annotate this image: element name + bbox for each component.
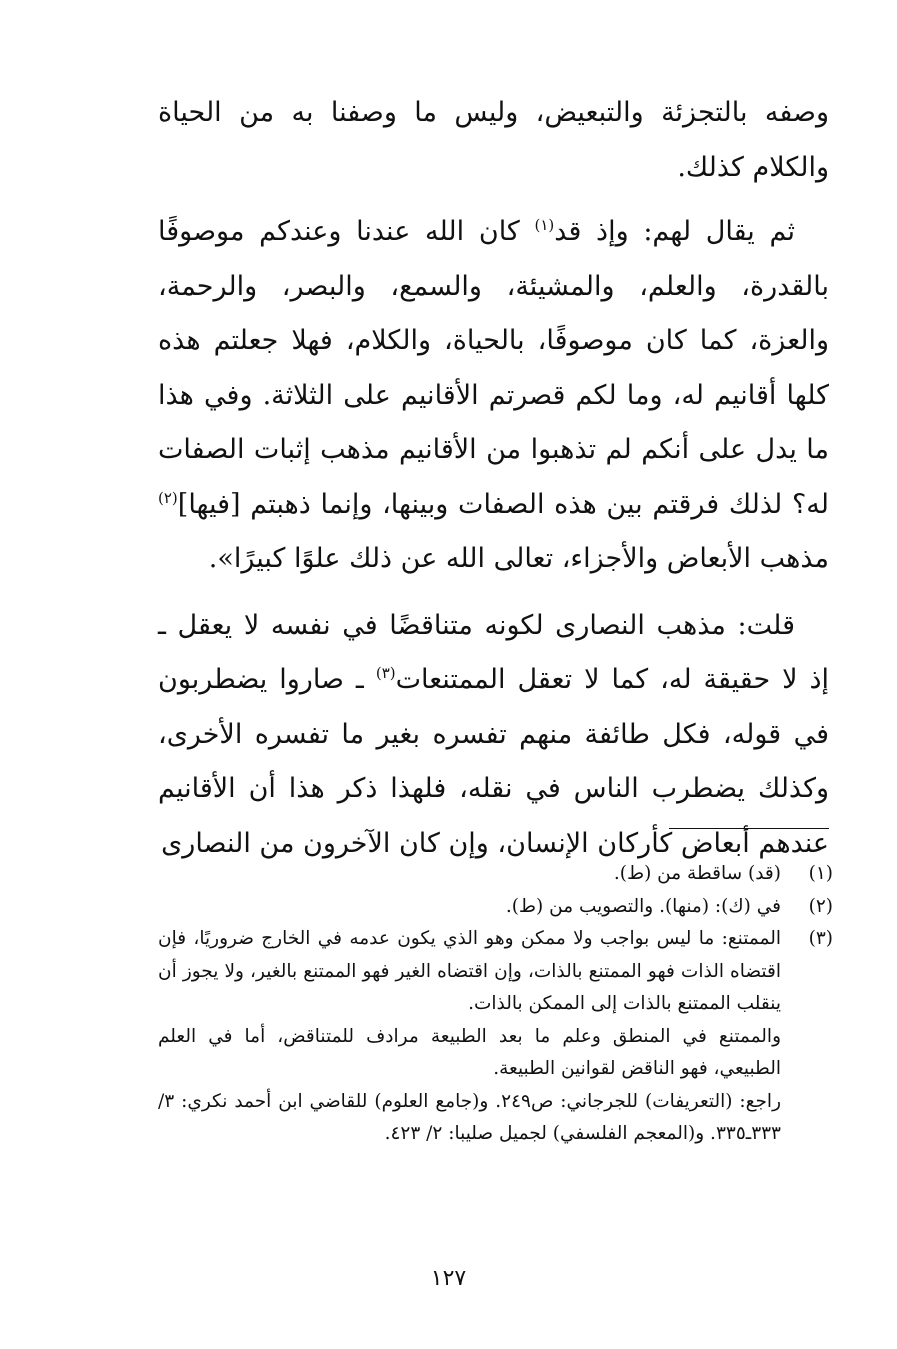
- footnote-line: (قد) ساقطة من (ط).: [613, 863, 781, 884]
- paragraph-2: [158, 205, 829, 587]
- footnote-ref-2[interactable]: (٢): [158, 488, 178, 507]
- footnote-ref-3[interactable]: (٣): [375, 664, 396, 682]
- footnotes-section: [158, 858, 833, 1151]
- footnote-text: [158, 891, 781, 924]
- footnote-number: (٢): [808, 895, 833, 917]
- page-number: ١٢٧: [430, 1266, 467, 1291]
- paragraph-1-text: وصفه بالتجزئة والتبعيض، وليس ما وصفنا به من الحياة والكلام كذلك.: [158, 97, 829, 183]
- paragraph-3-part-1: قلت: مذهب النصارى لكونه متناقضًا في نفسه لا يعقل ـ إذ لا حقيقة له، كما لا تعقل الممتنعات: [158, 609, 830, 695]
- paragraph-3-part-2: ـ صاروا يضطربون في قوله، فكل طائفة منهم تفسره بغير ما تفسره الأخرى، وكذلك يضطرب الناس في نقله، فلهذا ذكر هذا أن الأقانيم عندهم أبعاض كأركان الإنسان، وإن كان الآخرون من النصارى: [158, 664, 829, 859]
- paragraph-1: [158, 86, 829, 195]
- paragraph-2-part-1: ثم يقال لهم: وإذ قد: [554, 216, 795, 247]
- paragraph-3: [158, 599, 829, 872]
- footnote-number: (٣): [808, 928, 833, 949]
- footnote-1: [158, 858, 833, 891]
- footnote-number: (١): [808, 863, 833, 884]
- paragraph-2-part-2: كان الله عندنا وعندكم موصوفًا بالقدرة، والعلم، والمشيئة، والسمع، والبصر، والرحمة، والعزة، كما كان موصوفًا، بالحياة، والكلام، فهلا جعلتم هذه كلها أقانيم له، وما لكم قصرتم الأقانيم على الثلاثة. وفي هذا ما يدل على أنكم لم تذهبوا من الأقانيم مذهب إثبات الصفات له؟ لذلك فرقتم بين هذه الصفات وبينها، وإنما ذهبتم [فيها]: [158, 216, 829, 520]
- footnote-2: [158, 891, 833, 924]
- footnote-3: [158, 923, 833, 1151]
- footnote-line: راجع: (التعريفات) للجرجاني: ص٢٤٩. و(جامع العلوم) للقاضي ابن أحمد نكري: ٣/ ٣٣٣ـ٣٣٥. و(المعجم الفلسفي) لجميل صليبا: ٢/ ٤٢٣.: [158, 1090, 781, 1144]
- footnote-ref-1[interactable]: (١): [534, 216, 555, 234]
- paragraph-2-part-3: مذهب الأبعاض والأجزاء، تعالى الله عن ذلك علوًا كبيرًا».: [208, 543, 829, 574]
- footnote-line: في (ك): (منها). والتصويب من (ط).: [505, 895, 781, 917]
- footnote-line: الممتنع: ما ليس بواجب ولا ممكن وهو الذي يكون عدمه في الخارج ضروريًا، فإن اقتضاه الذات فهو الممتنع بالذات، وإن اقتضاه الغير فهو الممتنع بالغير، ولا يجوز أن ينقلب الممتنع بالذات إلى الممكن بالذات.: [158, 928, 781, 1014]
- main-text: [158, 86, 829, 871]
- footnote-text: [158, 923, 781, 1151]
- footnote-line: والممتنع في المنطق وعلم ما بعد الطبيعة مرادف للمتناقض، أما في العلم الطبيعي، فهو الناقض لقوانين الطبيعة.: [158, 1025, 781, 1079]
- footnote-text: [158, 858, 781, 891]
- footnote-divider: [669, 828, 829, 829]
